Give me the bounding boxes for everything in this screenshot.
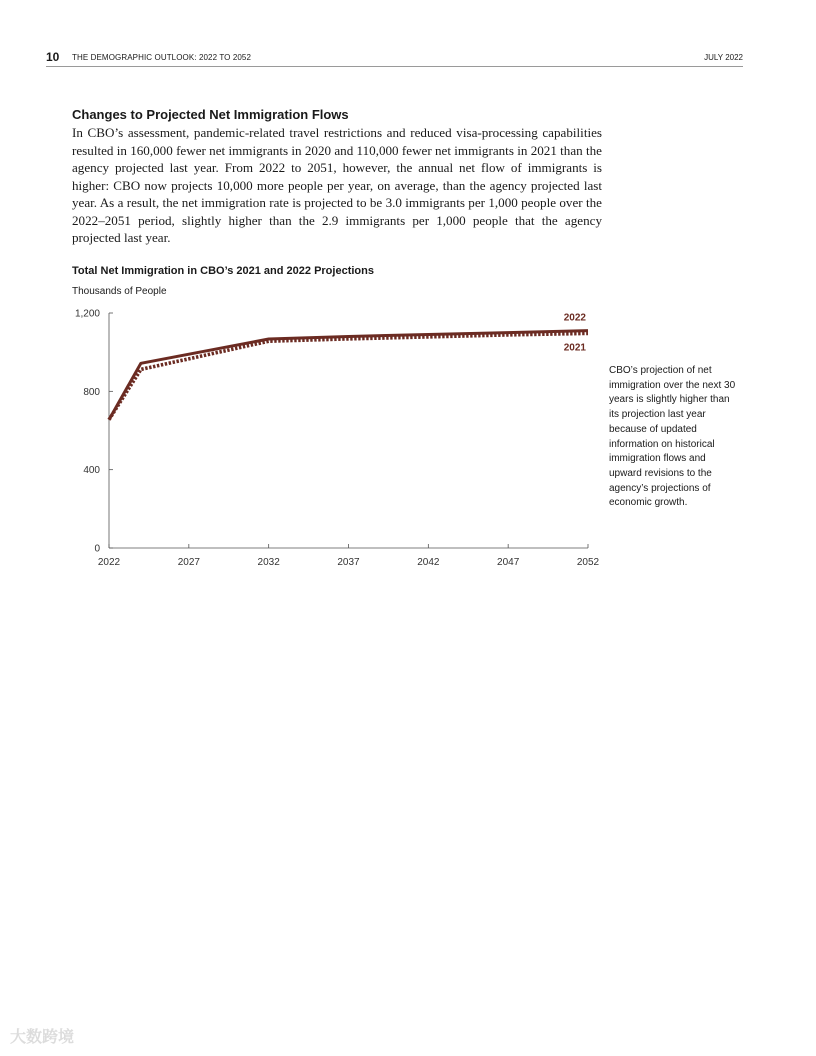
chart-series [109, 331, 588, 420]
chart-annotation: CBO’s projection of net immigration over the next 30 years is slightly higher than its projection last year because of updated information on historical immigration flows and upward revisions to the agency’s projections of economic growth. [609, 365, 736, 509]
y-tick-label: 1,200 [74, 308, 100, 320]
x-tick-label: 2022 [97, 557, 121, 568]
y-tick-label: 800 [83, 386, 100, 398]
x-tick-label: 2052 [576, 557, 600, 568]
series-line-2021 [109, 333, 588, 419]
x-tick-label: 2027 [177, 557, 200, 568]
series-label-2022: 2022 [563, 312, 586, 324]
chart-y-units: Thousands of People [72, 286, 167, 297]
series-line-2022 [109, 331, 588, 420]
publication-date: JULY 2022 [704, 53, 743, 62]
y-tick-label: 0 [94, 543, 100, 555]
x-tick-label: 2047 [497, 557, 520, 568]
x-tick-label: 2037 [337, 557, 360, 568]
section-heading: Changes to Projected Net Immigration Flows [72, 107, 349, 122]
x-tick-label: 2042 [417, 557, 440, 568]
body-paragraph: In CBO’s assessment, pandemic-related travel restrictions and reduced visa-processing capabilities resulted in 160,000 fewer net immigrants in 2020 and 110,000 fewer net immigrants in 2021 than the agency projected last year. From 2022 to 2051, however, the annual net flow of immigrants is higher: CBO now projects 10,000 more people per year, on average, than the agency projected last year. As a result, the net immigration rate is projected to be 3.0 immigrants per 1,000 people over the 2022–2051 period, slightly higher than the 2.9 immigrants per 1,000 people that the agency projected last year. [72, 125, 602, 245]
chart-title: Total Net Immigration in CBO’s 2021 and 2022 Projections [72, 265, 374, 277]
page-number: 10 [46, 50, 60, 64]
x-tick-label: 2032 [257, 557, 280, 568]
document-title: THE DEMOGRAPHIC OUTLOOK: 2022 TO 2052 [72, 53, 252, 62]
y-tick-label: 400 [83, 465, 100, 477]
watermark-logo: 大数跨境 [10, 1029, 75, 1046]
chart-axes [75, 309, 600, 569]
series-label-2021: 2021 [563, 342, 586, 354]
